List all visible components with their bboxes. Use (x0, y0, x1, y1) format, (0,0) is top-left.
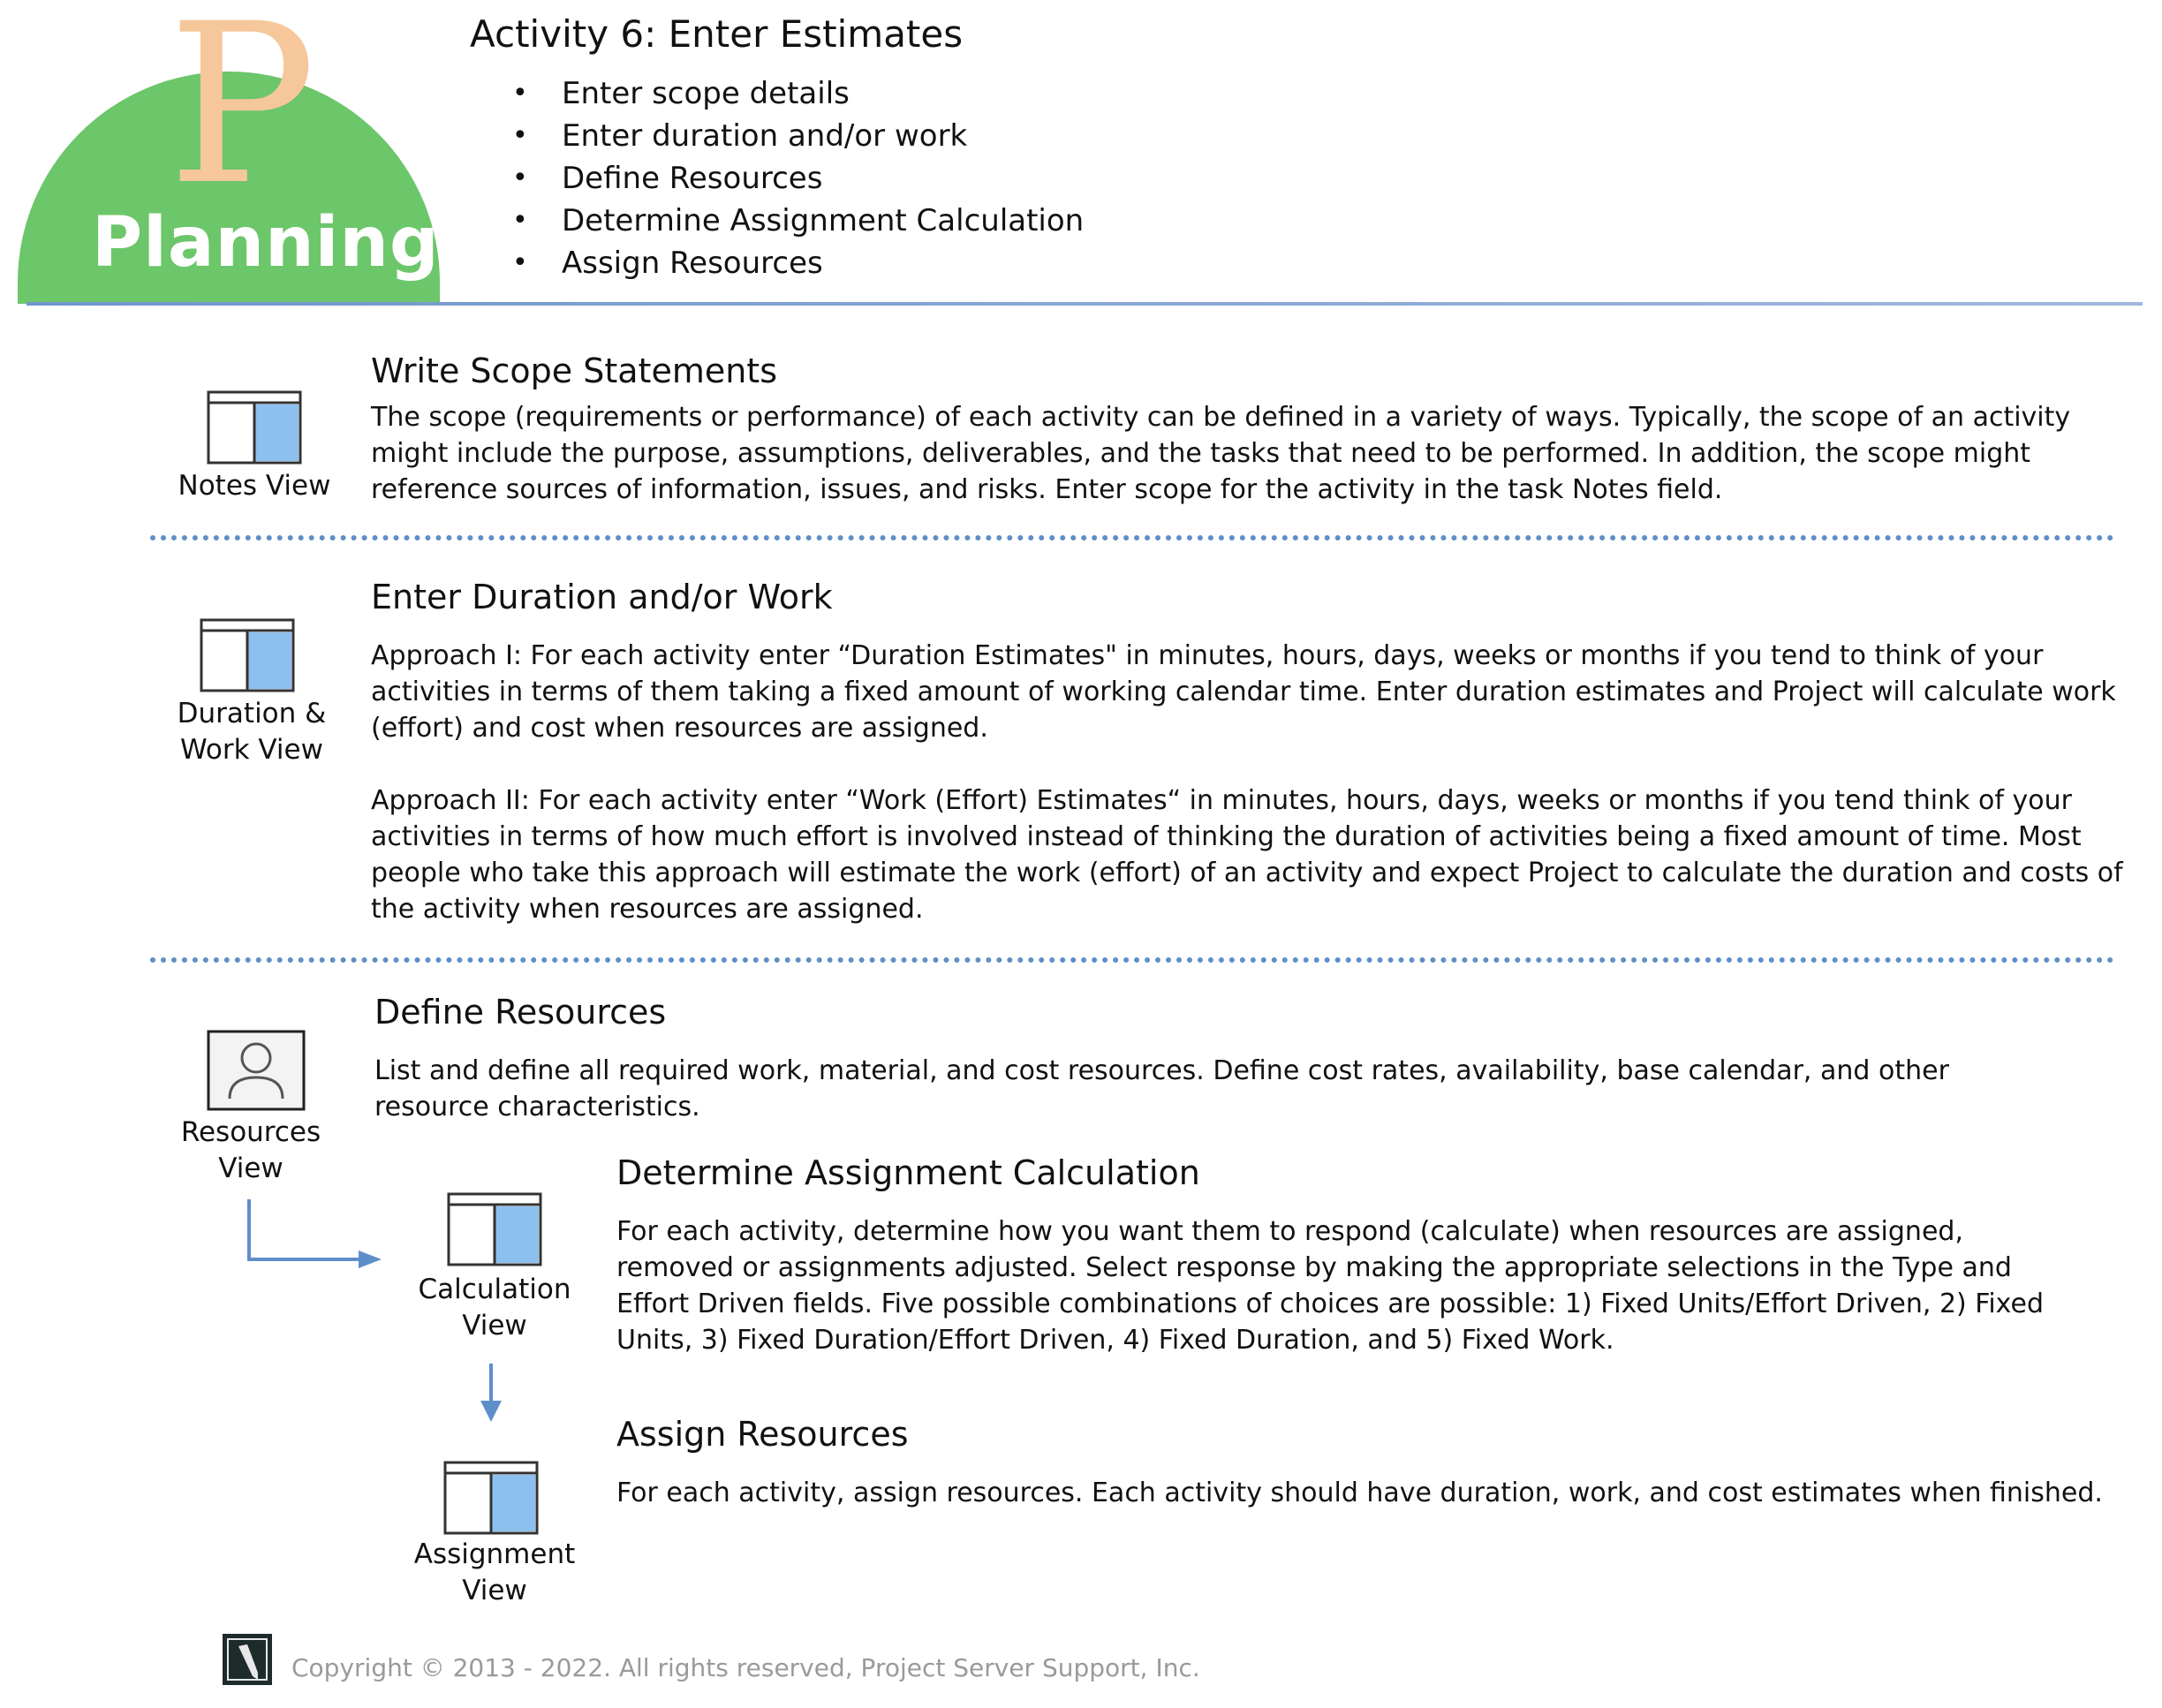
assignment-view-label (408, 1537, 581, 1609)
view-label-line: Resources (180, 1116, 321, 1148)
calculation-section-body: For each activity, determine how you want them to respond (calculate) when resources are assigned, removed or assignments adjusted. Select response by making the appropriate selections in the Type and Effort Driven fields. Five possible combinations of choices are possible: 1) Fixed Units/Effort Driven, 2) Fixed Units, 3) Fixed Duration/Effort Driven, 4) Fixed Duration, and 5) Fixed Work. (616, 1216, 2045, 1356)
activity-step-item: • Enter scope details (512, 72, 1084, 115)
activity-step-item: • Define Resources (512, 157, 1084, 200)
calculation-view-label (415, 1272, 574, 1344)
duration-approach-2: Approach II: For each activity enter “Work (Effort) Estimates“ in minutes, hours, days, weeks or months if you tend think of your activities in terms of how much effort is involved instead of thinking the duration of activities being a fixed amount of time. Most people who take this approach will estimate the work (effort) of an activity and expect Project to calculate the duration and costs of the activity when resources are assigned. (371, 785, 2123, 925)
activity-step-item: • Determine Assignment Calculation (512, 200, 1084, 242)
view-label-line: Assignment (413, 1538, 576, 1570)
view-label-line: View (462, 1575, 527, 1606)
resources-section-body: List and define all required work, material, and cost resources. Define cost rates, availability, base calendar, and other resource characteristics. (374, 1055, 1949, 1122)
duration-approach-1: Approach I: For each activity enter “Duration Estimates" in minutes, hours, days, weeks or months if you tend to think of your activities in terms of them taking a fixed amount of working calendar time. Enter duration estimates and Project will calculate work (effort) and cost when resources are assigned. (371, 640, 2116, 744)
activity-step-list (512, 72, 1084, 284)
duration-work-view-label (168, 696, 336, 768)
scope-section-body: The scope (requirements or performance) of each activity can be defined in a variety of ways. Typically, the scope of an activity might include the purpose, assumptions, deliverables, and the tasks that need to be performed. In addition, the scope might reference sources of information, issues, and risks. Enter scope for the activity in the task Notes field. (371, 402, 2071, 505)
notes-view-icon[interactable] (207, 390, 302, 465)
activity-step-item: • Assign Resources (512, 242, 1084, 284)
flow-arrow-down-icon (475, 1362, 507, 1424)
logo-letter: P (167, 18, 317, 233)
copyright-notice: Copyright © 2013 - 2022. All rights reserved, Project Server Support, Inc. (291, 1653, 1200, 1682)
section-divider (150, 535, 2114, 540)
view-label-line: View (218, 1153, 283, 1184)
view-label-line: View (462, 1310, 527, 1341)
view-label-line: Duration & (177, 698, 327, 729)
activity-step-item: • Enter duration and/or work (512, 115, 1084, 157)
planning-logo (16, 18, 442, 304)
view-label-line: Calculation (418, 1273, 571, 1305)
flow-arrow-right-icon (238, 1198, 389, 1268)
duration-section-title: Enter Duration and/or Work (371, 578, 833, 616)
assignment-view-icon[interactable] (443, 1461, 539, 1535)
scope-section-title: Write Scope Statements (371, 351, 778, 390)
duration-work-view-icon[interactable] (200, 618, 295, 692)
resources-section-title: Define Resources (374, 993, 667, 1032)
calculation-section-title: Determine Assignment Calculation (616, 1153, 1200, 1192)
view-label-line: Work View (180, 734, 323, 766)
resources-view-label (173, 1115, 329, 1187)
page-title: Activity 6: Enter Estimates (470, 12, 964, 56)
resources-view-icon[interactable] (207, 1030, 306, 1111)
logo-word: Planning (92, 203, 440, 283)
section-divider (150, 957, 2114, 963)
header-divider (26, 302, 2143, 306)
assign-section-body: For each activity, assign resources. Each activity should have duration, work, and cost estimates when finished. (616, 1477, 2103, 1508)
calculation-view-icon[interactable] (447, 1192, 542, 1266)
notes-view-label: Notes View (178, 470, 331, 502)
assign-section-title: Assign Resources (616, 1415, 909, 1454)
company-logo-icon (221, 1632, 274, 1687)
